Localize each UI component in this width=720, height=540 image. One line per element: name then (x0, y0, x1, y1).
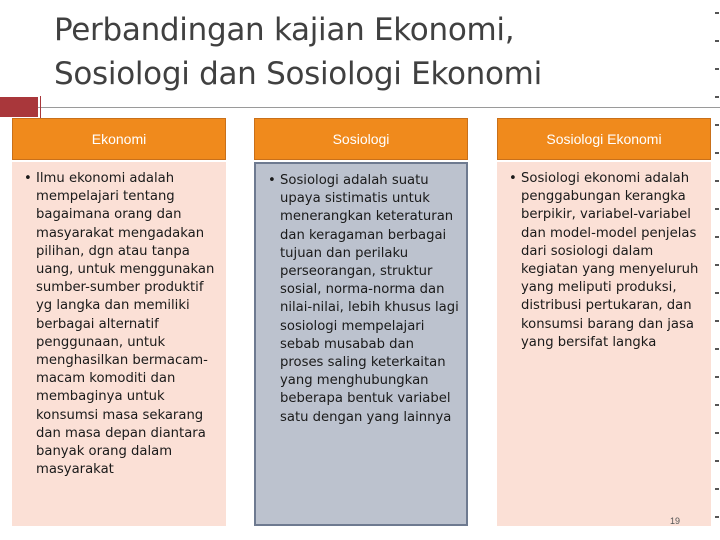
definition-ekonomi: Ilmu ekonomi adalah mempelajari tentang bagaimana orang dan masyarakat mengadakan pilihan, dgn atau tanpa uang, untuk menggunakan sumber-sumber produktif yg langka dan memiliki berbagai alternatif penggunaan, untuk menghasilkan bermacam-macam komoditi dan membaginya untuk konsumsi masa sekarang dan masa depan diantara banyak orang dalam masyarakat (36, 171, 215, 478)
bullet-icon: • (509, 171, 517, 186)
slide-title (54, 8, 694, 96)
title-accent-block (0, 97, 38, 117)
definition-sosiologi-ekonomi: Sosiologi ekonomi adalah penggabungan kerangka berpikir, variabel-variabel dan model-model penjelas dari sosiologi dalam kegiatan yang menyeluruh yang meliputi produksi, distribusi pertukaran, dan konsumsi barang dan jasa yang bersifat langka (521, 171, 699, 350)
slide-title-line-2: Sosiologi dan Sosiologi Ekonomi (54, 56, 542, 92)
bullet-icon: • (268, 173, 276, 188)
column-header-ekonomi: Ekonomi (12, 118, 226, 160)
slide-title-line-1: Perbandingan kajian Ekonomi, (54, 12, 515, 48)
column-body-sosiologi-ekonomi (497, 162, 711, 526)
right-edge-decoration (714, 0, 720, 540)
bullet-icon: • (24, 171, 32, 186)
column-header-sosiologi-ekonomi: Sosiologi Ekonomi (497, 118, 711, 160)
column-sosiologi-ekonomi (497, 118, 711, 350)
column-header-sosiologi: Sosiologi (254, 118, 468, 160)
page-number: 19 (670, 516, 681, 526)
definition-sosiologi: Sosiologi adalah suatu upaya sistimatis untuk menerangkan keteraturan dan keragaman berbagai tujuan dan perilaku perseorangan, struktur sosial, norma-norma dan nilai-nilai, lebih khusus lagi sosiologi mempelajari sebab musabab dan proses saling keterkaitan yang menghubungkan beberapa bentuk variabel satu dengan yang lainnya (280, 173, 459, 425)
column-body-ekonomi (12, 162, 226, 526)
column-sosiologi (254, 118, 468, 425)
title-divider (0, 107, 720, 108)
column-ekonomi (12, 118, 226, 478)
column-body-sosiologi (254, 162, 468, 526)
